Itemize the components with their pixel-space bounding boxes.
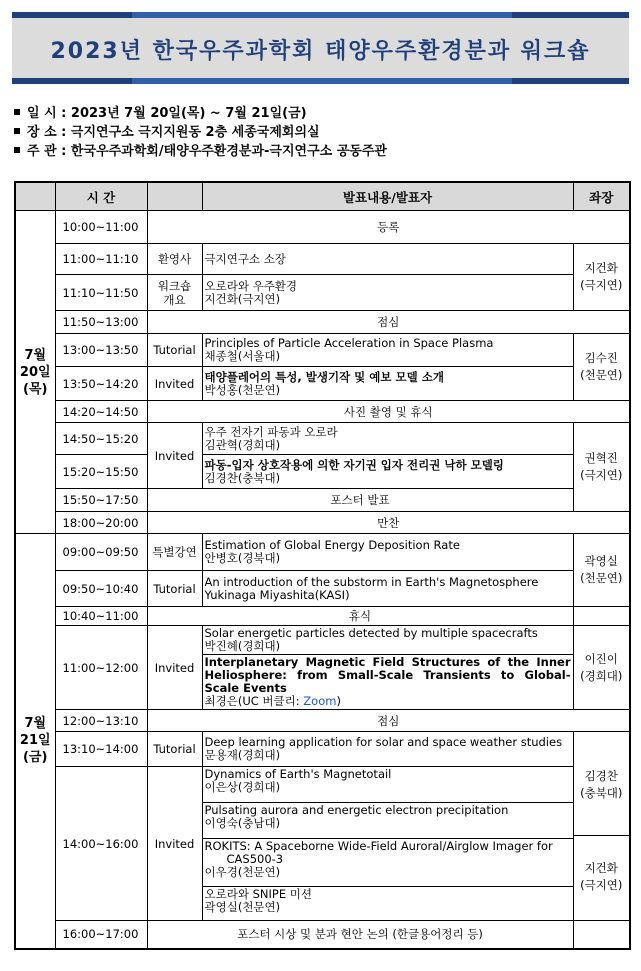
table-row: 11:10~11:50 워크숍 개요 오로라와 우주환경 지건화(극지연) [15,275,630,311]
table-header [15,182,630,211]
table-row: 15:50~17:50 포스터 발표 [15,489,630,512]
info-host: 주 관 : 한국우주과학회/태양우주환경분과-극지연구소 공동주관 [14,142,387,161]
header-time: 시 간 [55,182,147,211]
square-bullet-icon [14,147,20,153]
list-item: Interplanetary Magnetic Field Structures of the Inner Heliosphere: from Small-Scale Transients to Global-Scale Events 최경은(UC 버클리: Zoom) [204,655,571,708]
table-row: 10:40~11:00 휴식 [15,607,630,626]
table-row: 14:00~16:00 Invited Dynamics of Earth's Magnetotail 이은상(경희대) Pulsating aurora and energetic electron precipitation 이영숙(충남대) ROKITS: A Spaceborne Wide-Field Auroral/Airglow Imager for CAS500-3 이우경(천문연) 오로라와 SNIPE 미션 곽영실(천문연) [15,767,630,921]
header-content: 발표내용/발표자 [202,182,573,211]
square-bullet-icon [14,109,20,115]
title-band [12,18,629,78]
table-row: 7월 21일 (금) 09:00~09:50 특별강연 Estimation of Global Energy Deposition Rate 안병호(경북대) 곽영실 (천문연) [15,534,630,571]
list-item: 오로라와 SNIPE 미션 곽영실(천문연) [203,886,573,920]
day2-date: 7월 21일 (금) [15,534,55,949]
day2-chair-3: 김경찬 (충북대) [580,768,623,800]
table-row: 14:20~14:50 사진 촬영 및 휴식 [15,401,630,423]
square-bullet-icon [14,128,20,134]
table-row: 16:00~17:00 포스터 시상 및 분과 현안 논의 (한글용어정리 등) [15,921,630,949]
table-row: 14:50~15:20 Invited 우주 전자기 파동과 오로라 김관혁(경희대) 권혁진 (극지연) [15,423,630,455]
day2-chair-2: 이진이 (경희대) [573,626,630,710]
day1-chair-1: 지건화 (극지연) [573,244,630,311]
day2-chair-4: 지건화 (극지연) [574,835,630,918]
table-row: 11:00~11:10 환영사 극지연구소 소장 지건화 (극지연) [15,244,630,275]
day1-chair-2: 김수진 (천문연) [573,334,630,401]
event-info [14,104,387,161]
day1-date: 7월 20일 (목) [15,211,55,534]
info-date: 일 시 : 2023년 7월 20일(목) ~ 7월 21일(금) [14,104,387,123]
list-item: Dynamics of Earth's Magnetotail 이은상(경희대) [204,767,392,794]
day1-chair-3: 권혁진 (극지연) [573,423,630,512]
title-bottom-bar [12,78,629,84]
list-item: Pulsating aurora and energetic electron precipitation 이영숙(충남대) [203,802,573,838]
table-row: 09:50~10:40 Tutorial An introduction of the substorm in Earth's Magnetosphere Yukinaga Miyashita(KASI) [15,571,630,607]
schedule-table [14,181,631,950]
page-title: 2023년 한국우주과학회 태양우주환경분과 워크숍 [50,39,591,64]
table-row: 11:00~12:00 Invited Solar energetic particles detected by multiple spacecrafts 박진혜(경희대) Interplanetary Magnetic Field Structures of the Inner Heliosphere: from Small-Scale Transients to Global-Scale Events 최경은(UC 버클리: Zoom) 이진이 (경희대) [15,626,630,710]
list-item: Solar energetic particles detected by multiple spacecrafts 박진혜(경희대) [204,626,538,653]
day2-chair-1: 곽영실 (천문연) [573,534,630,607]
list-item: ROKITS: A Spaceborne Wide-Field Auroral/Airglow Imager for CAS500-3 이우경(천문연) [203,838,573,886]
table-row: 13:10~14:00 Tutorial Deep learning application for solar and space weather studies 문용재(경희대) 김경찬 (충북대) 지건화 (극지연) [15,732,630,767]
table-row: 7월 20일 (목) 10:00~11:00 등록 [15,211,630,244]
info-place: 장 소 : 극지연구소 극지지원동 2층 세종국제회의실 [14,123,387,142]
table-row: 13:50~14:20 Invited 태양플레어의 특성, 발생기작 및 예보 모델 소개 박성홍(천문연) [15,367,630,401]
header-chair: 좌장 [573,182,630,211]
table-row: 12:00~13:10 점심 [15,710,630,732]
table-row: 13:00~13:50 Tutorial Principles of Particle Acceleration in Space Plasma 채종철(서울대) 김수진 (천문연) [15,334,630,367]
table-row: 18:00~20:00 만찬 [15,512,630,534]
table-row: 11:50~13:00 점심 [15,311,630,334]
zoom-link[interactable]: Zoom [303,694,337,708]
table-row: 15:20~15:50 파동-입자 상호작용에 의한 자기권 입자 전리권 낙하 모델링 김경찬(충북대) [15,455,630,489]
